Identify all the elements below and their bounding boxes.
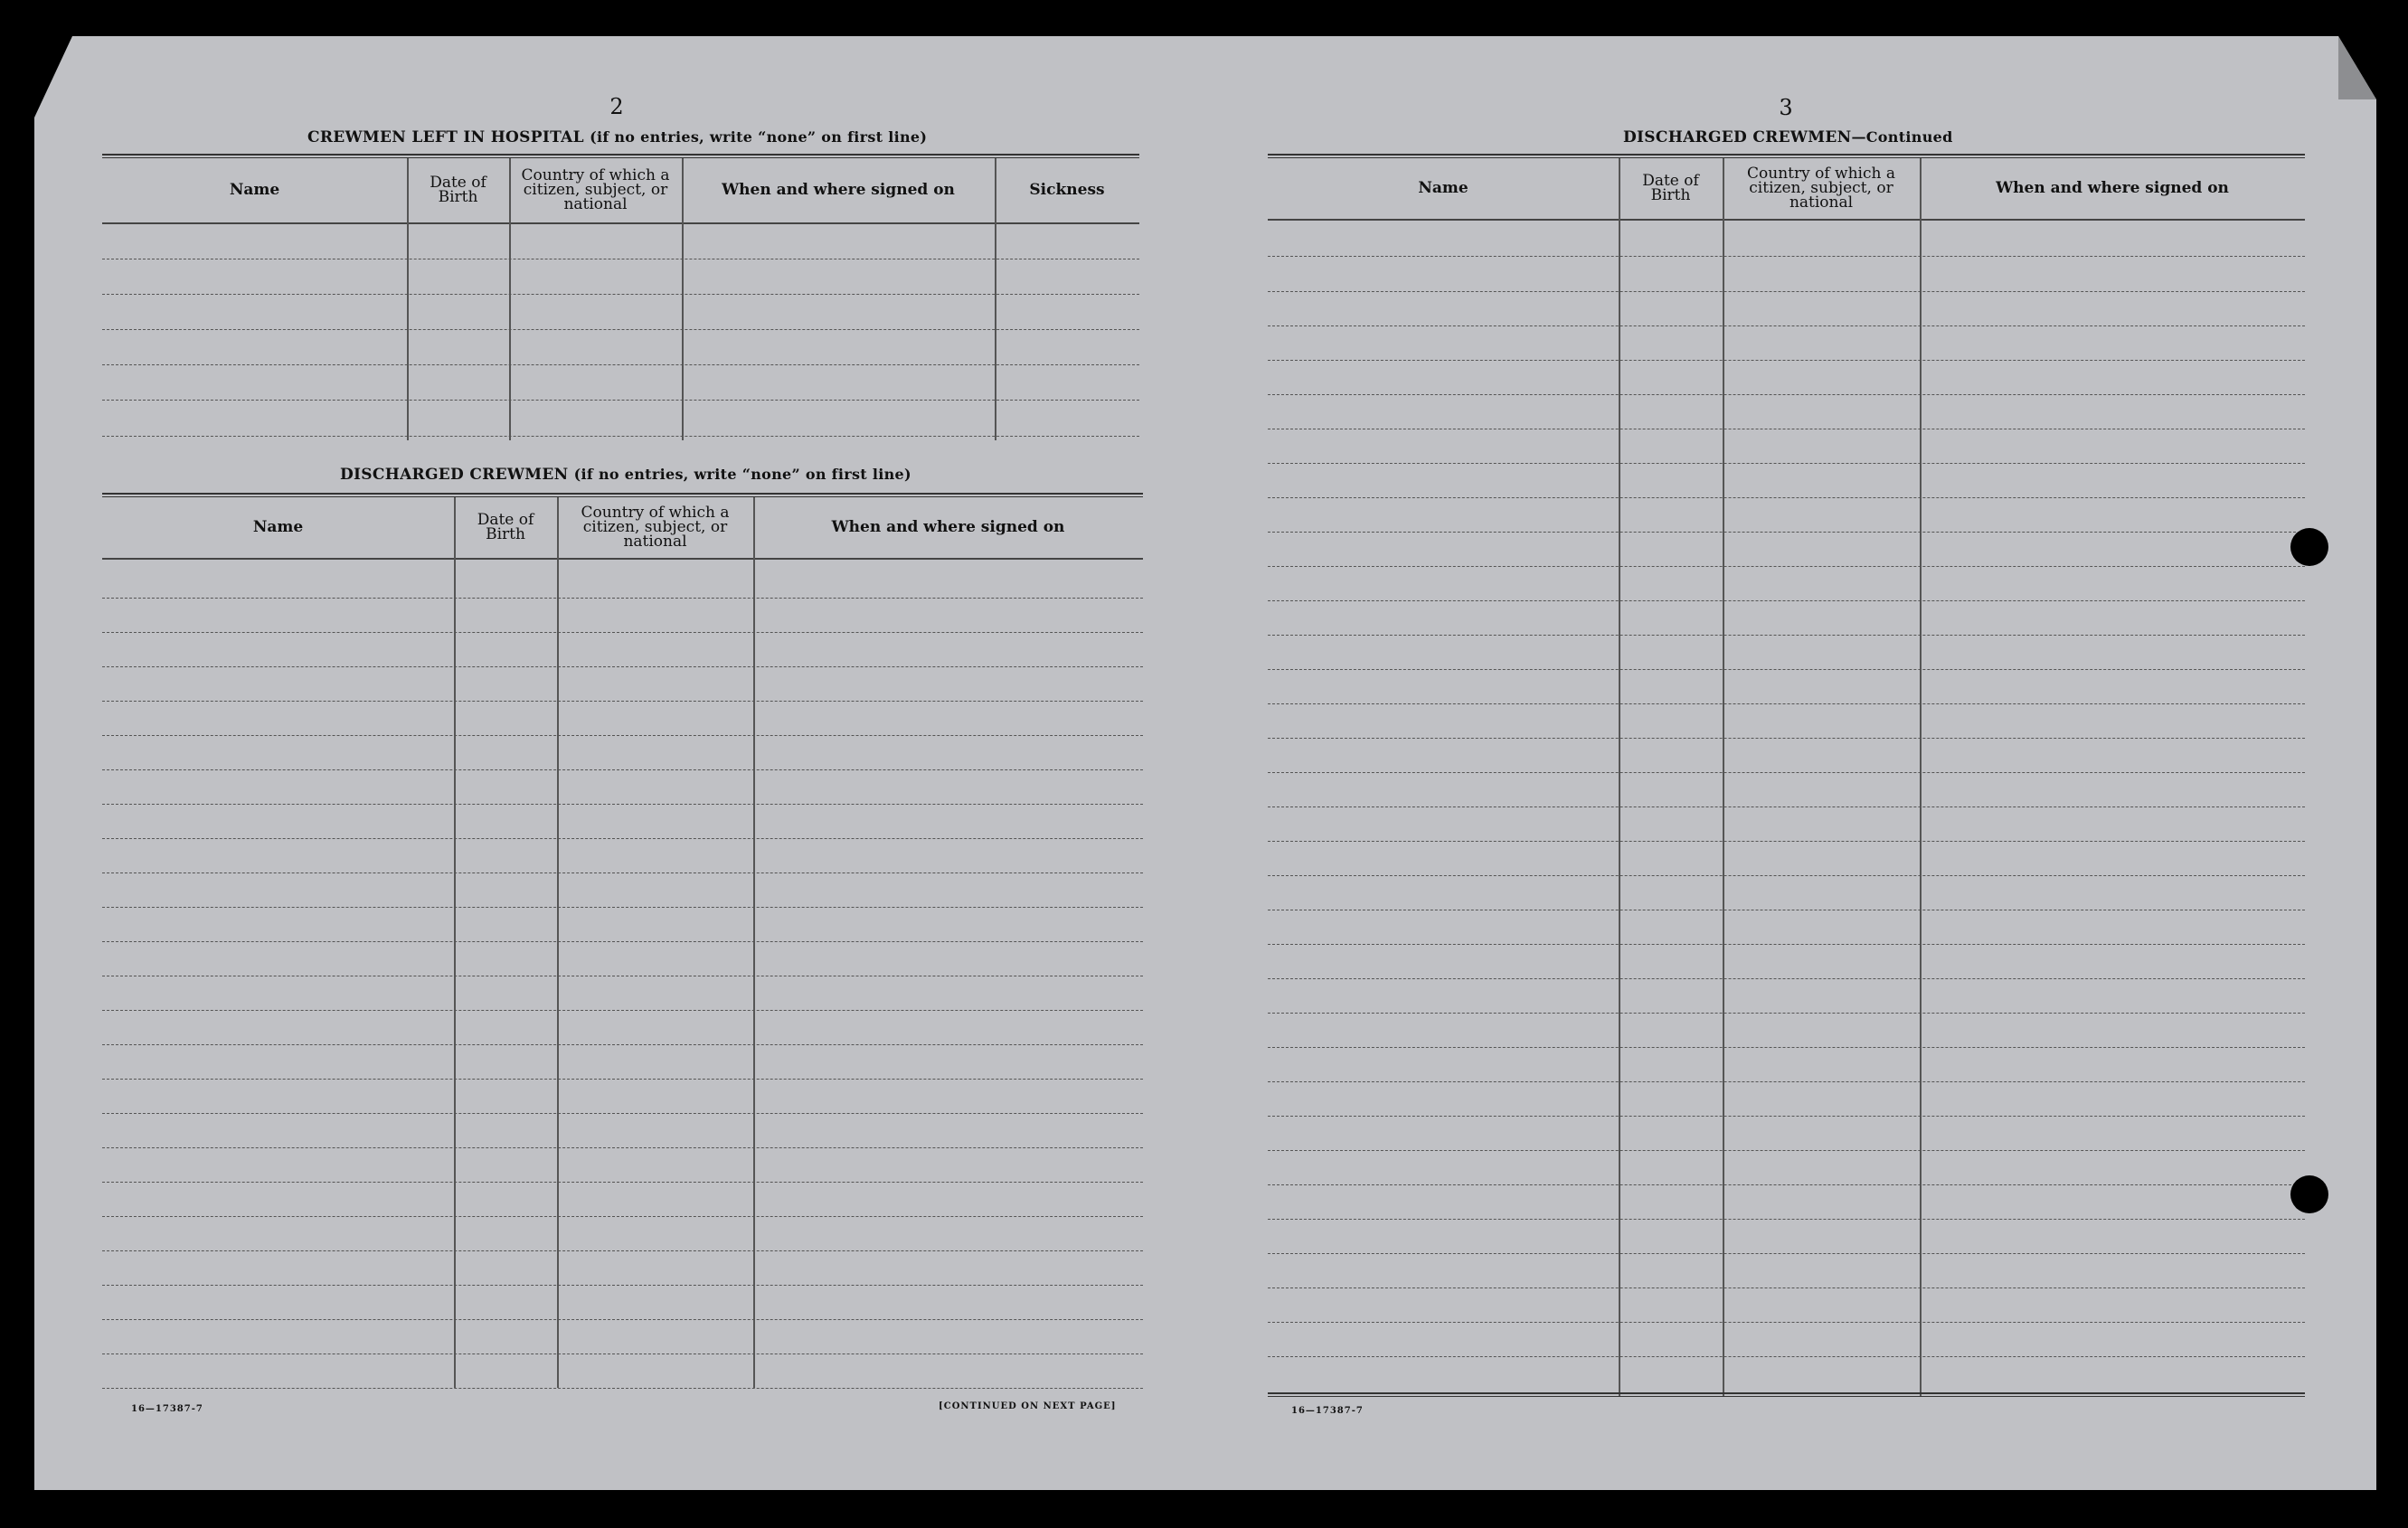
table-row	[102, 1319, 1143, 1320]
table-row	[1268, 978, 2305, 979]
punch-hole-top	[2290, 528, 2328, 566]
discharged-table-right	[1268, 154, 2305, 1401]
table-row	[102, 666, 1143, 667]
folded-corner	[2338, 36, 2376, 99]
table-row	[1268, 635, 2305, 636]
table-row	[102, 1216, 1143, 1217]
table-row	[1268, 944, 2305, 945]
table-row	[102, 1388, 1143, 1389]
table-row	[1268, 875, 2305, 876]
form-number-left: 16—17387-7	[131, 1404, 203, 1414]
hospital-section-title	[307, 128, 927, 146]
table-row	[102, 436, 1139, 437]
table-row	[102, 701, 1143, 702]
table-row	[1268, 1047, 2305, 1048]
table-row	[102, 1182, 1143, 1183]
table-row	[1268, 325, 2305, 326]
table-row	[102, 598, 1143, 599]
col-name: Name	[252, 518, 304, 536]
table-row	[1268, 1081, 2305, 1082]
hospital-title-text: CREWMEN LEFT IN HOSPITAL	[307, 128, 584, 146]
table-row	[1268, 806, 2305, 807]
table-row	[102, 1113, 1143, 1114]
col-name: Name	[229, 181, 280, 199]
table-row	[1268, 1219, 2305, 1220]
table-row	[102, 400, 1139, 401]
table-row	[1268, 532, 2305, 533]
hospital-table	[102, 154, 1139, 439]
table-row	[1268, 738, 2305, 739]
table-row	[1268, 1356, 2305, 1357]
table-row	[102, 364, 1139, 365]
discharged-section-title	[340, 466, 911, 484]
continued-note: [CONTINUED ON NEXT PAGE]	[939, 1401, 1117, 1411]
punch-hole-bottom	[2290, 1175, 2328, 1213]
col-country: Country of which a citizen, subject, or national	[1747, 165, 1895, 212]
header-bottom-rule	[102, 222, 1139, 224]
table-row	[102, 838, 1143, 839]
table-row	[1268, 1116, 2305, 1117]
table-row	[102, 1285, 1143, 1286]
form-number-right: 16—17387-7	[1291, 1406, 1364, 1416]
table-row	[102, 735, 1143, 736]
col-name: Name	[1418, 179, 1468, 197]
table-bottom-rule	[1268, 1392, 2305, 1397]
table-row	[102, 329, 1139, 330]
table-row	[1268, 1150, 2305, 1151]
col-date-of-birth: Date of Birth	[430, 174, 486, 206]
table-row	[1268, 772, 2305, 773]
col-sickness: Sickness	[1029, 181, 1105, 199]
table-row	[1268, 1184, 2305, 1185]
col-country: Country of which a citizen, subject, or national	[581, 504, 730, 551]
table-row	[102, 804, 1143, 805]
table-row	[102, 1250, 1143, 1251]
table-row	[102, 294, 1139, 295]
col-date-of-birth: Date of Birth	[477, 511, 534, 543]
page-number-right: 3	[1779, 95, 1793, 120]
table-row	[102, 1079, 1143, 1080]
table-row	[1268, 566, 2305, 567]
hospital-title-note: (if no entries, write “none” on first line)	[590, 128, 928, 146]
table-row	[1268, 1322, 2305, 1323]
col-when-where: When and where signed on	[831, 518, 1065, 536]
table-row	[102, 1044, 1143, 1045]
table-row	[1268, 463, 2305, 464]
discharged-title-note: (if no entries, write “none” on first line)	[573, 466, 911, 483]
table-row	[1268, 600, 2305, 601]
header-bottom-rule	[102, 558, 1143, 560]
col-when-where: When and where signed on	[722, 181, 955, 199]
col-country: Country of which a citizen, subject, or national	[521, 166, 670, 213]
col-when-where: When and where signed on	[1996, 179, 2229, 197]
continued-suffix: —Continued	[1851, 128, 1953, 146]
table-row	[102, 1010, 1143, 1011]
table-row	[102, 872, 1143, 873]
table-row	[1268, 1013, 2305, 1014]
table-row	[1268, 669, 2305, 670]
table-row	[1268, 291, 2305, 292]
table-row	[102, 1147, 1143, 1148]
table-row	[1268, 1253, 2305, 1254]
header-bottom-rule	[1268, 219, 2305, 221]
table-row	[1268, 497, 2305, 498]
table-row	[102, 632, 1143, 633]
col-date-of-birth: Date of Birth	[1642, 172, 1699, 204]
table-row	[1268, 1287, 2305, 1288]
table-row	[102, 941, 1143, 942]
table-row	[1268, 360, 2305, 361]
table-row	[1268, 703, 2305, 704]
page-number-left: 2	[609, 94, 624, 119]
discharged-continued-title	[1623, 128, 1953, 146]
discharged-title-text: DISCHARGED CREWMEN	[340, 466, 569, 484]
table-row	[1268, 394, 2305, 395]
table-row	[102, 907, 1143, 908]
discharged-continued-text: DISCHARGED CREWMEN	[1623, 128, 1852, 146]
table-row	[102, 769, 1143, 770]
table-row	[1268, 256, 2305, 257]
discharged-table-left	[102, 493, 1143, 1392]
table-row	[1268, 841, 2305, 842]
